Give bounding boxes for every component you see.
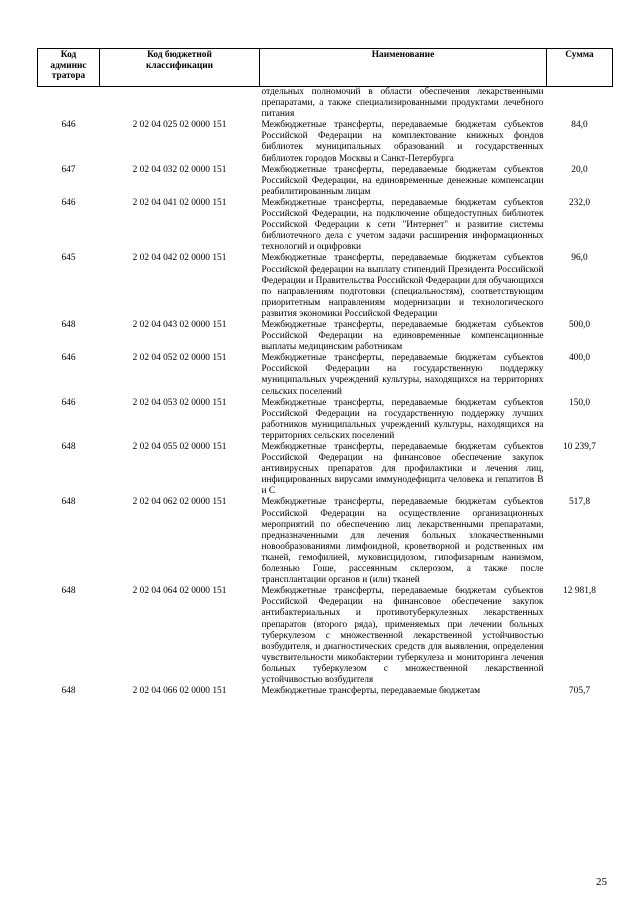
admin-code-cell: 646: [61, 353, 76, 364]
budget-code-cell: 2 02 04 032 02 0000 151: [132, 164, 227, 175]
sum-cell: 10 239,7: [563, 442, 596, 452]
budget-code-cell: 2 02 04 053 02 0000 151: [132, 397, 227, 408]
sum-cell: 517,8: [568, 497, 591, 508]
budget-table: [37, 48, 613, 697]
sum-cell: 12 981,8: [563, 586, 596, 597]
name-cell: Межбюджетные трансферты, передаваемые бюджетам субъектов Российской Федерации на государственную поддержку муниципальных учреждений культуры, находящихся на территориях сельских поселений: [261, 353, 544, 397]
admin-code-cell: 646: [61, 397, 76, 408]
name-cell: Межбюджетные трансферты, передаваемые бюджетам субъектов Российской Федерации на единовременные компенсационные выплаты медицинским работникам: [261, 319, 544, 353]
table-row: [38, 120, 613, 164]
budget-code-cell: 2 02 04 041 02 0000 151: [132, 197, 227, 208]
budget-code-cell: 2 02 04 043 02 0000 151: [132, 319, 227, 330]
admin-code-cell: 648: [61, 442, 76, 452]
admin-code-cell: 648: [61, 586, 76, 597]
table-row: [38, 165, 613, 198]
budget-code-cell: 2 02 04 025 02 0000 151: [132, 120, 227, 131]
table-header: [38, 49, 613, 87]
header-admin-code: [38, 49, 100, 87]
admin-code-cell: 648: [61, 497, 76, 508]
empty-admin-cell: [38, 87, 100, 121]
sum-cell: 20,0: [571, 164, 588, 175]
admin-code-cell: 648: [61, 319, 76, 330]
continuation-text: отдельных полномочий в области обеспечения лекарственными препаратами, а также специализированными продуктами лечебного питания: [261, 87, 544, 120]
table-row: [38, 198, 613, 253]
name-cell: Межбюджетные трансферты, передаваемые бюджетам субъектов Российской Федерации на государственную поддержку лучших работников муниципальных учреждений культуры, находящихся на территориях сельских поселений: [261, 397, 544, 441]
name-cell: Межбюджетные трансферты, передаваемые бюджетам субъектов Российской Федерации, на единовременные денежные компенсации реабилитированным лицам: [261, 164, 544, 197]
table-row: [38, 398, 613, 442]
header-sum: Сумма: [547, 49, 613, 87]
header-name: Наименование: [260, 49, 547, 87]
header-kbk-line-1: Код бюджетной: [147, 50, 212, 60]
table-row: [38, 497, 613, 586]
table-row: [38, 353, 613, 397]
sum-cell: 500,0: [568, 319, 591, 330]
continuation-row: [38, 87, 613, 121]
budget-code-cell: 2 02 04 052 02 0000 151: [132, 353, 227, 364]
budget-code-cell: 2 02 04 066 02 0000 151: [132, 686, 227, 697]
sum-cell: 150,0: [568, 397, 591, 408]
table-row: [38, 586, 613, 686]
empty-sum-cell: [547, 87, 613, 121]
table-row: [38, 320, 613, 353]
header-kbk-line-2: классификации: [145, 60, 214, 71]
budget-code-cell: 2 02 04 042 02 0000 151: [132, 253, 227, 264]
name-cell: Межбюджетные трансферты, передаваемые бюджетам субъектов Российской федерации на выплату стипендий Президента Российской Федерации и Правительства Российской Федерации для обучающихся по направлениям подготовки (специальностям), соответствующим приоритетным направлениям модернизации и технологического развития экономики Российской Федерации: [261, 253, 544, 319]
table-body: [38, 87, 613, 698]
admin-code-cell: 646: [61, 120, 76, 131]
name-cell: Межбюджетные трансферты, передаваемые бюджетам: [261, 686, 481, 697]
sum-cell: 96,0: [571, 253, 588, 264]
page-number: 25: [596, 876, 607, 888]
budget-code-cell: 2 02 04 062 02 0000 151: [132, 497, 227, 508]
table-row: [38, 253, 613, 320]
budget-code-cell: 2 02 04 055 02 0000 151: [132, 442, 227, 452]
name-cell: Межбюджетные трансферты, передаваемые бюджетам субъектов Российской Федерации на финансовое обеспечение закупок антивирусных препаратов для профилактики и лечения лиц, инфицированных вирусами иммунодефицита человека и гепатитов B и C: [261, 442, 544, 497]
name-cell: Межбюджетные трансферты, передаваемые бюджетам субъектов Российской Федерации на финансовое обеспечение закупок антибактериальных и противотуберкулезных лекарственных препаратов (второго ряда), применяемых при лечении больных туберкулезом с множественной лекарственной устойчивостью возбудителя, и диагностических средств для выявления, определения чувствительности микобактерии туберкулеза и мониторинга лечения больных туберкулезом с множественной лекарственной устойчивостью возбудителя: [261, 586, 544, 685]
admin-code-cell: 647: [61, 164, 76, 175]
name-cell: Межбюджетные трансферты, передаваемые бюджетам субъектов Российской Федерации на комплектование книжных фондов библиотек муниципальных образований и государственных библиотек городов Москвы и Санкт-Петербурга: [261, 120, 544, 164]
sum-cell: 400,0: [568, 353, 591, 364]
admin-code-cell: 645: [61, 253, 76, 264]
header-admin-line-1: Код: [60, 50, 77, 60]
header-admin-line-2: админис: [50, 60, 87, 71]
table-row: [38, 442, 613, 497]
name-cell: Межбюджетные трансферты, передаваемые бюджетам субъектов Российской Федерации на осуществление организационных мероприятий по обеспечению лиц лекарственными препаратами, предназначенными для лечения больных злокачественными новообразованиями лимфоидной, кроветворной и родственных им тканей, гемофилией, муковисцидозом, гипофизарным нанизмом, болезнью Гоше, рассеянным склерозом, а также после трансплантации органов и (или) тканей: [261, 497, 544, 586]
document-page: [37, 48, 612, 697]
sum-cell: 705,7: [568, 686, 591, 697]
sum-cell: 84,0: [571, 120, 588, 131]
admin-code-cell: 648: [61, 686, 76, 697]
header-admin-line-3: тратора: [51, 71, 86, 81]
table-row: [38, 686, 613, 697]
name-cell: Межбюджетные трансферты, передаваемые бюджетам субъектов Российской Федерации, на подключение общедоступных библиотек Российской Федерации к сети "Интернет" и развитие системы библиотечного дела с учетом задачи расширения информационных технологий и оцифровки: [261, 197, 544, 253]
admin-code-cell: 646: [61, 197, 76, 208]
header-budget-code: [100, 49, 260, 87]
sum-cell: 232,0: [568, 197, 591, 208]
empty-kbk-cell: [100, 87, 260, 121]
budget-code-cell: 2 02 04 064 02 0000 151: [132, 586, 227, 597]
